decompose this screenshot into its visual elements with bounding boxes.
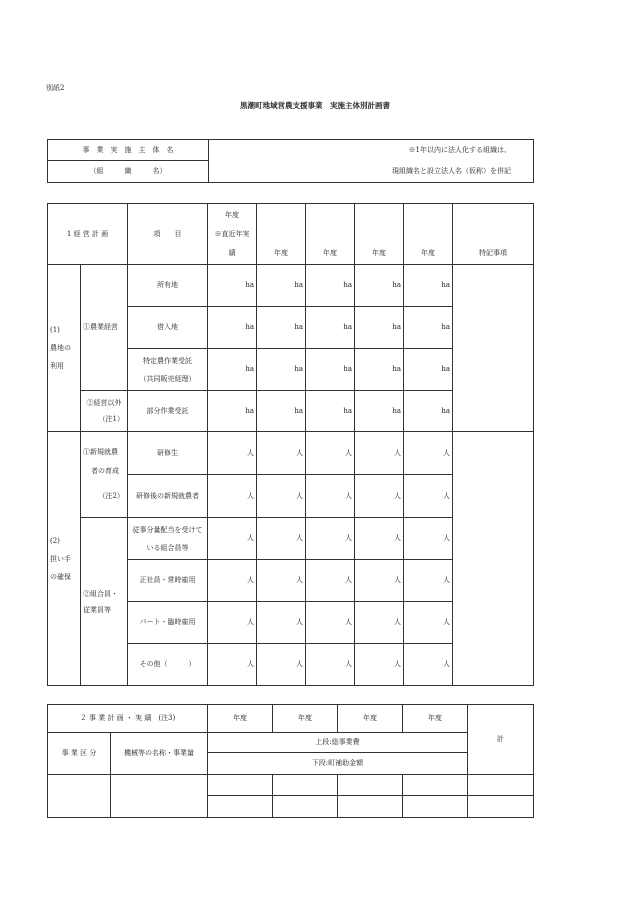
entity-label: 事 業 実 施 主 体 名 — [48, 140, 209, 161]
value-cell[interactable]: 人 — [208, 560, 257, 602]
value-cell[interactable]: 人 — [208, 602, 257, 644]
value-cell[interactable]: 人 — [208, 475, 257, 518]
subsidy-header: 下段:町補助金額 — [208, 753, 468, 775]
project-year-header[interactable]: 年度 — [403, 705, 468, 733]
value-cell[interactable]: 人 — [355, 644, 404, 686]
management-plan-table — [47, 203, 534, 686]
farm-management-label: ①農業経営 — [81, 265, 128, 391]
remarks-header: 特記事項 — [453, 204, 534, 265]
value-cell[interactable]: ha — [257, 391, 306, 432]
remarks-cell[interactable] — [453, 265, 534, 432]
owned-land-label: 所有地 — [128, 265, 208, 307]
subsidy-input-cell[interactable] — [403, 796, 468, 818]
value-cell[interactable]: 人 — [208, 518, 257, 560]
value-cell[interactable]: ha — [306, 265, 355, 307]
project-year-header[interactable]: 年度 — [208, 705, 273, 733]
value-cell[interactable]: ha — [208, 391, 257, 432]
value-cell[interactable]: ha — [208, 307, 257, 349]
value-cell[interactable]: 人 — [355, 432, 404, 475]
value-cell[interactable]: ha — [306, 391, 355, 432]
value-cell[interactable]: 人 — [306, 602, 355, 644]
value-cell[interactable]: 人 — [355, 560, 404, 602]
total-header: 計 — [468, 705, 534, 775]
other-label: その他（ ） — [128, 644, 208, 686]
entity-note-line1: ※1年以内に法人化する組織は、 — [408, 146, 511, 154]
partial-work-label: 部分作業受託 — [128, 391, 208, 432]
year-header[interactable]: 年度 — [404, 204, 453, 265]
year-header-recent[interactable]: 年度 ※直近年実 績 — [208, 204, 257, 265]
new-farmer-label: ①新規就農 者の育成 （注2） — [81, 432, 128, 518]
total-input-cell[interactable] — [468, 775, 534, 796]
cost-input-cell[interactable] — [273, 775, 338, 796]
subsidy-input-cell[interactable] — [338, 796, 403, 818]
project-category-header: 事 業 区 分 — [48, 733, 111, 775]
total-cost-header: 上段:総事業費 — [208, 733, 468, 753]
organization-label: （組 織 名） — [48, 161, 209, 183]
value-cell[interactable]: 人 — [257, 560, 306, 602]
category-input-cell[interactable] — [48, 775, 111, 818]
value-cell[interactable]: ha — [306, 307, 355, 349]
members-label: ②組合員・ 従業員等 — [81, 518, 128, 686]
post-training-label: 研修後の新規就農者 — [128, 475, 208, 518]
value-cell[interactable]: 人 — [355, 602, 404, 644]
dividend-members-label: 従事分量配当を受けて いる組合員等 — [128, 518, 208, 560]
value-cell[interactable]: ha — [257, 265, 306, 307]
value-cell[interactable]: 人 — [306, 475, 355, 518]
value-cell[interactable]: ha — [257, 349, 306, 391]
trainee-label: 研修生 — [128, 432, 208, 475]
value-cell[interactable]: 人 — [404, 602, 453, 644]
cost-input-cell[interactable] — [208, 775, 273, 796]
value-cell[interactable]: 人 — [355, 475, 404, 518]
value-cell[interactable]: ha — [404, 307, 453, 349]
year-header[interactable]: 年度 — [355, 204, 404, 265]
value-cell[interactable]: ha — [257, 307, 306, 349]
item-header: 項 目 — [128, 204, 208, 265]
value-cell[interactable]: 人 — [257, 644, 306, 686]
value-cell[interactable]: 人 — [404, 560, 453, 602]
machine-name-header: 機械等の名称・事業量 — [111, 733, 208, 775]
value-cell[interactable]: ha — [306, 349, 355, 391]
year-header[interactable]: 年度 — [306, 204, 355, 265]
value-cell[interactable]: ha — [404, 265, 453, 307]
project-section-title: ２ 事 業 計 画 ・ 実 績 (注3) — [48, 705, 208, 733]
parttime-label: パート・臨時雇用 — [128, 602, 208, 644]
subsidy-input-cell[interactable] — [273, 796, 338, 818]
year-header[interactable]: 年度 — [257, 204, 306, 265]
value-cell[interactable]: 人 — [257, 602, 306, 644]
form-label: 別紙2 — [46, 84, 65, 92]
project-year-header[interactable]: 年度 — [273, 705, 338, 733]
value-cell[interactable]: 人 — [306, 518, 355, 560]
project-plan-table — [47, 704, 534, 818]
value-cell[interactable]: ha — [355, 307, 404, 349]
value-cell[interactable]: ha — [208, 265, 257, 307]
non-management-label: ②経営以外 （注1） — [81, 391, 128, 432]
entity-name-field[interactable] — [209, 140, 534, 183]
value-cell[interactable]: 人 — [208, 644, 257, 686]
cost-input-cell[interactable] — [403, 775, 468, 796]
workers-group-label: (2) 担い手 の確保 — [48, 432, 81, 686]
value-cell[interactable]: ha — [208, 349, 257, 391]
value-cell[interactable]: 人 — [306, 432, 355, 475]
value-cell[interactable]: ha — [355, 391, 404, 432]
entity-table — [47, 139, 534, 183]
plan-section-title: 1 経 営 計 画 — [48, 204, 128, 265]
total-input-cell[interactable] — [468, 796, 534, 818]
leased-land-label: 借入地 — [128, 307, 208, 349]
value-cell[interactable]: 人 — [306, 560, 355, 602]
value-cell[interactable]: 人 — [257, 475, 306, 518]
value-cell[interactable]: 人 — [257, 432, 306, 475]
contract-work-label: 特定農作業受託 （共同販売経理） — [128, 349, 208, 391]
fulltime-label: 正社員・常時雇用 — [128, 560, 208, 602]
value-cell[interactable]: ha — [355, 265, 404, 307]
value-cell[interactable]: 人 — [208, 432, 257, 475]
project-year-header[interactable]: 年度 — [338, 705, 403, 733]
value-cell[interactable]: 人 — [404, 518, 453, 560]
farmland-group-label: (1) 農地の 利用 — [48, 265, 81, 432]
value-cell[interactable]: 人 — [404, 432, 453, 475]
remarks-cell[interactable] — [453, 432, 534, 686]
value-cell[interactable]: ha — [404, 349, 453, 391]
value-cell[interactable]: ha — [355, 349, 404, 391]
value-cell[interactable]: 人 — [404, 644, 453, 686]
value-cell[interactable]: 人 — [355, 518, 404, 560]
value-cell[interactable]: 人 — [257, 518, 306, 560]
value-cell[interactable]: 人 — [404, 475, 453, 518]
document-title: 黒潮町地域営農支援事業 実施主体別計画書 — [240, 101, 390, 110]
cost-input-cell[interactable] — [338, 775, 403, 796]
entity-note-line2: 現組織名と設立法人名（仮称）を併記 — [392, 167, 511, 175]
subsidy-input-cell[interactable] — [208, 796, 273, 818]
value-cell[interactable]: 人 — [306, 644, 355, 686]
value-cell[interactable]: ha — [404, 391, 453, 432]
machine-input-cell[interactable] — [111, 775, 208, 818]
